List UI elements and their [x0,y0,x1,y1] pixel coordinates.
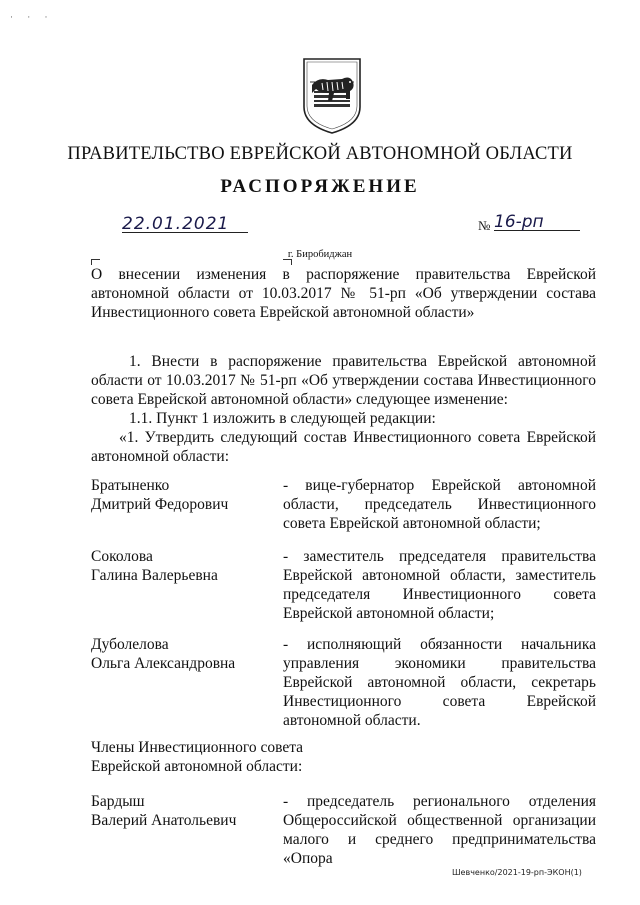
member-given-name: Галина Валерьевна [91,567,218,584]
scan-marks: · · · [10,12,54,22]
member-name [91,476,271,514]
city-name: г. Биробиджан [287,249,353,260]
member-role: - заместитель председателя правительства Еврейской автономной области, заместитель председателя Инвестиционного совета Еврейской автономной области; [283,548,596,622]
document-footer-code: Шевченко/2021-19-рп-ЭКОН(1) [452,868,582,877]
member-given-name: Ольга Александровна [91,655,236,672]
member-role: - исполняющий обязанности начальника управления экономики правительства Еврейской автономной области, секретарь Инвестиционного совета Еврейской автономной области. [283,636,596,729]
member-surname: Соколова [91,548,153,565]
document-type: РАСПОРЯЖЕНИЕ [220,176,420,197]
members-heading [91,738,351,776]
member-surname: Дуболелова [91,636,169,653]
member-given-name: Валерий Анатольевич [91,812,237,829]
member-given-name: Дмитрий Федорович [91,496,229,513]
member-name [91,547,271,585]
body-paragraph-2: 1.1. Пункт 1 изложить в следующей редакции: [129,410,436,427]
members-heading-line-1: Члены Инвестиционного совета [91,739,304,756]
members-heading-line-2: Еврейской автономной области: [91,758,303,775]
member-name [91,635,271,673]
document-body [91,352,596,466]
document-subject: О внесении изменения в распоряжение правительства Еврейской автономной области от 10.03.2017 № 51-рп «Об утверждении состава Инвестиционного совета Еврейской автономной области» [91,266,596,321]
coat-of-arms-icon [298,55,366,135]
document-date: 22.01.2021 [122,214,248,233]
government-title: ПРАВИТЕЛЬСТВО ЕВРЕЙСКОЙ АВТОНОМНОЙ ОБЛАСТИ [67,144,573,164]
member-role: - вице-губернатор Еврейской автономной области, председатель Инвестиционного совета Еврейской автономной области; [283,477,596,532]
document-number: 16-рп [494,212,580,231]
body-paragraph-3: «1. Утвердить следующий состав Инвестиционного совета Еврейской автономной области: [91,429,596,465]
member-role: - председатель регионального отделения Общероссийской общественной организации малого и среднего предпринимательства «Опора [283,793,596,867]
member-surname: Бардыш [91,793,145,810]
member-name [91,792,271,830]
member-surname: Братыненко [91,477,170,494]
body-paragraph-1: 1. Внести в распоряжение правительства Еврейской автономной области от 10.03.2017 № 51-рп «Об утверждении состава Инвестиционного совета Еврейской автономной области» следующее изменение: [91,353,596,408]
number-label: № [478,218,491,233]
document-number-block [478,214,584,232]
